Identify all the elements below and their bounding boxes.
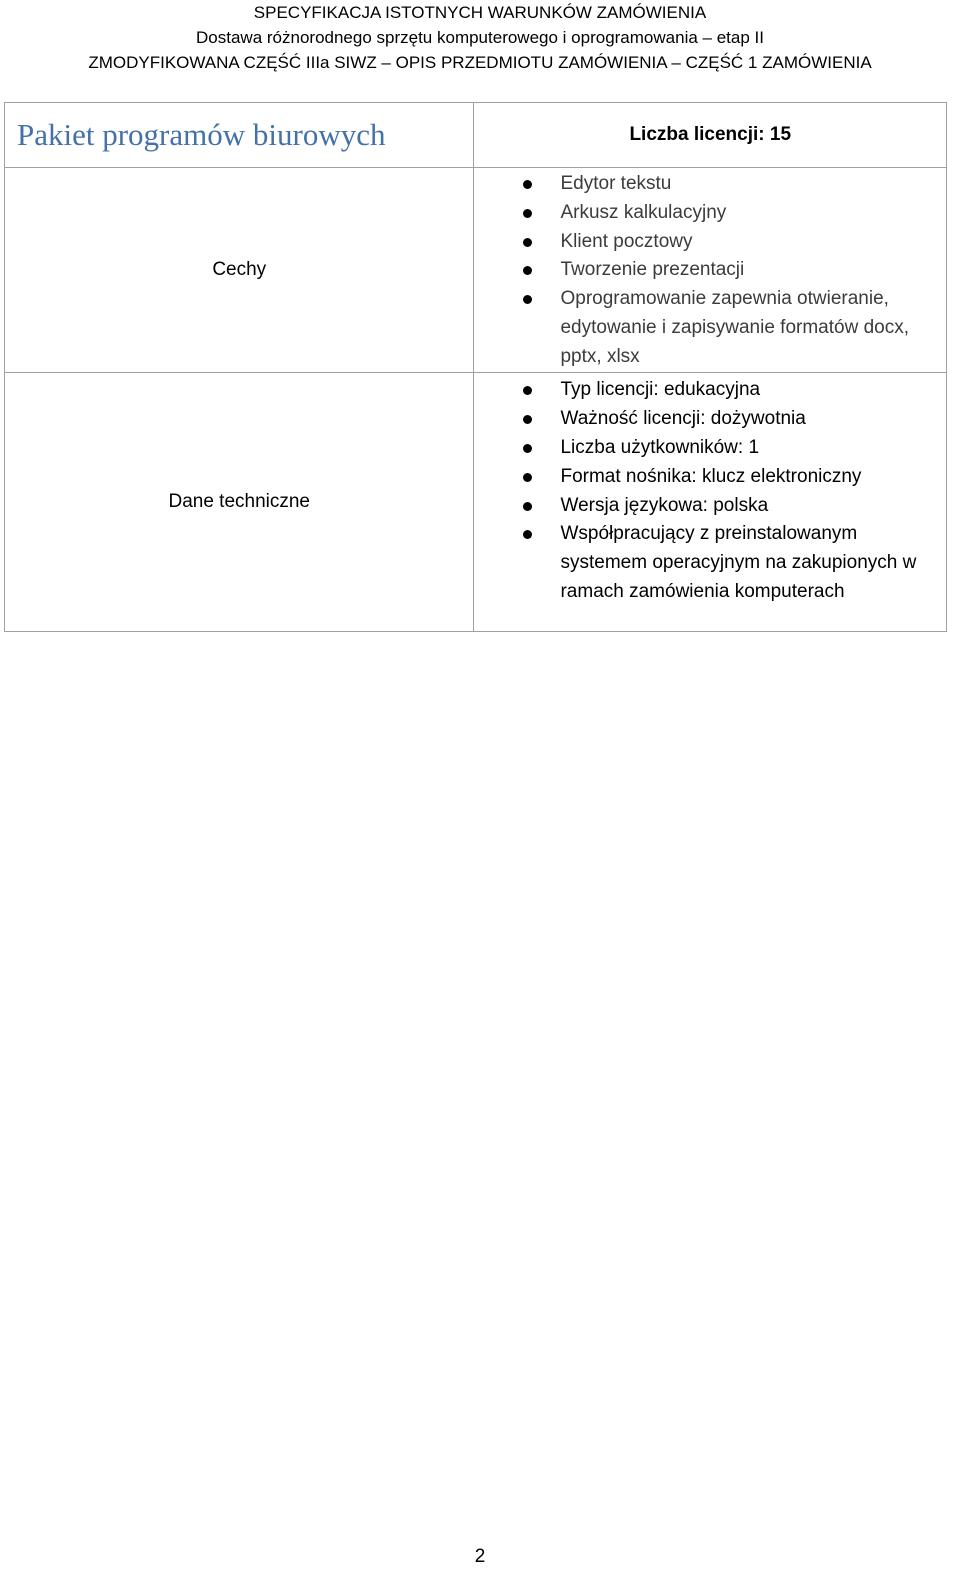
page-number: 2	[474, 1546, 486, 1567]
technical-data-list	[474, 376, 946, 626]
bullet-icon	[523, 415, 532, 424]
package-title: Pakiet programów biurowych	[17, 117, 386, 152]
list-item: Klient pocztowy	[474, 228, 946, 257]
technical-data-row	[5, 372, 947, 631]
bullet-icon	[523, 209, 532, 218]
bullet-icon	[523, 295, 532, 304]
document-header	[0, 0, 960, 75]
list-item: Ważność licencji: dożywotnia	[474, 405, 946, 434]
table-header-row	[5, 103, 947, 168]
bullet-icon	[523, 473, 532, 482]
license-count: Liczba licencji: 15	[629, 124, 792, 145]
license-count-cell	[474, 103, 947, 168]
bullet-icon	[523, 180, 532, 189]
list-item: Typ licencji: edukacyjna	[474, 376, 946, 405]
list-item: Tworzenie prezentacji	[474, 256, 946, 285]
package-title-cell	[5, 103, 474, 168]
list-item: Format nośnika: klucz elektroniczny	[474, 463, 946, 492]
features-row	[5, 168, 947, 373]
bullet-icon	[523, 530, 532, 539]
list-item: Liczba użytkowników: 1	[474, 434, 946, 463]
bullet-icon	[523, 238, 532, 247]
features-list	[474, 168, 946, 372]
bullet-icon	[523, 444, 532, 453]
header-line-subject: Dostawa różnorodnego sprzętu komputerowego i oprogramowania – etap II	[196, 28, 764, 47]
list-item: Edytor tekstu	[474, 170, 946, 199]
list-item: Wersja językowa: polska	[474, 492, 946, 521]
bullet-icon	[523, 266, 532, 275]
technical-data-cell	[474, 372, 947, 631]
list-item: Współpracujący z preinstalowanym systemem operacyjnym na zakupionych w ramach zamówienia komputerach	[474, 520, 946, 606]
header-line-section: ZMODYFIKOWANA CZĘŚĆ IIIa SIWZ – OPIS PRZEDMIOTU ZAMÓWIENIA – CZĘŚĆ 1 ZAMÓWIENIA	[88, 53, 872, 72]
header-line-title: SPECYFIKACJA ISTOTNYCH WARUNKÓW ZAMÓWIENIA	[253, 3, 707, 22]
list-item: Oprogramowanie zapewnia otwieranie, edytowanie i zapisywanie formatów docx, pptx, xlsx	[474, 285, 946, 371]
bullet-icon	[523, 502, 532, 511]
technical-data-label: Dane techniczne	[5, 372, 474, 631]
specification-table	[4, 102, 947, 632]
features-label: Cechy	[5, 168, 474, 373]
bullet-icon	[523, 386, 532, 395]
features-cell	[474, 168, 947, 373]
list-item: Arkusz kalkulacyjny	[474, 199, 946, 228]
